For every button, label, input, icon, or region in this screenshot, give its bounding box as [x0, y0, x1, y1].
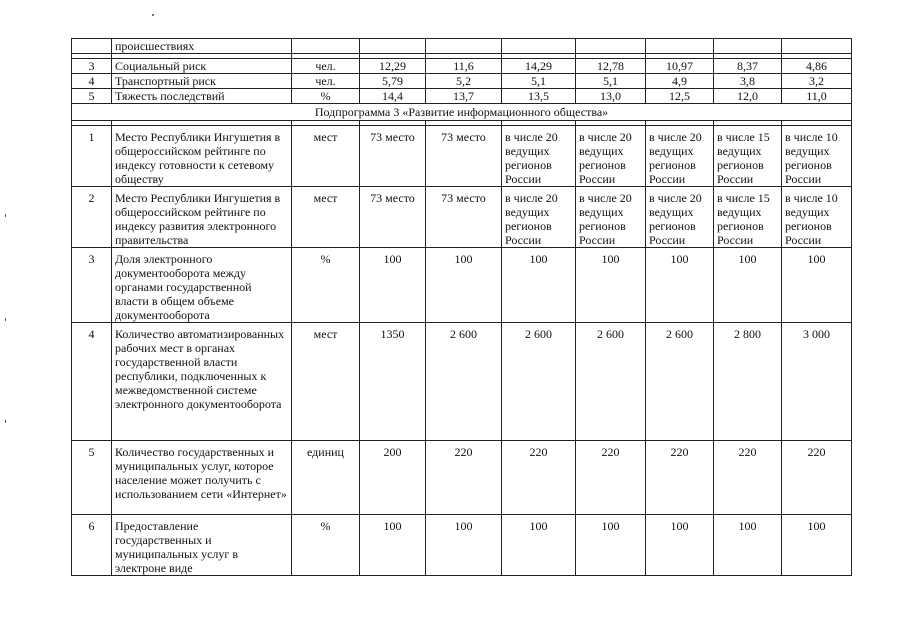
value-cell: 100: [646, 515, 714, 576]
table-row: [72, 187, 852, 248]
value-cell: 2 600: [502, 323, 576, 441]
indicator-name: Место Республики Ингушетия в общероссийском рейтинге по индексу готовности к сетевому обществу: [112, 126, 292, 187]
value-cell: [502, 39, 576, 54]
table-row: [72, 59, 852, 74]
value-cell: 100: [502, 248, 576, 323]
value-cell: [426, 39, 502, 54]
value-cell: 13,5: [502, 89, 576, 104]
unit-cell: чел.: [292, 59, 360, 74]
value-cell: 100: [714, 248, 782, 323]
value-cell: 13,7: [426, 89, 502, 104]
value-cell: 4,86: [782, 59, 852, 74]
value-cell: 12,78: [576, 59, 646, 74]
value-cell: 100: [426, 515, 502, 576]
value-cell: 2 600: [646, 323, 714, 441]
value-cell: 220: [576, 441, 646, 515]
unit-cell: чел.: [292, 74, 360, 89]
value-cell: в числе 10 ведущих регионов России: [782, 187, 852, 248]
value-cell: [782, 39, 852, 54]
value-cell: 3,8: [714, 74, 782, 89]
unit-cell: единиц: [292, 441, 360, 515]
unit-cell: %: [292, 89, 360, 104]
value-cell: 12,0: [714, 89, 782, 104]
row-number: 6: [72, 515, 112, 576]
value-cell: [576, 39, 646, 54]
row-number: 5: [72, 441, 112, 515]
scan-speck: [5, 318, 6, 321]
value-cell: 100: [782, 248, 852, 323]
unit-cell: %: [292, 515, 360, 576]
value-cell: 100: [714, 515, 782, 576]
indicator-name: Предоставление государственных и муниципальных услуг в электроне виде: [112, 515, 292, 576]
table-row: [72, 89, 852, 104]
value-cell: 8,37: [714, 59, 782, 74]
value-cell: 220: [502, 441, 576, 515]
row-number: 5: [72, 89, 112, 104]
table-row: [72, 74, 852, 89]
value-cell: 100: [646, 248, 714, 323]
value-cell: 11,6: [426, 59, 502, 74]
value-cell: 3,2: [782, 74, 852, 89]
value-cell: 5,2: [426, 74, 502, 89]
value-cell: в числе 20 ведущих регионов России: [646, 187, 714, 248]
value-cell: в числе 15 ведущих регионов России: [714, 126, 782, 187]
table-row: [72, 323, 852, 441]
row-number: 1: [72, 126, 112, 187]
value-cell: 5,79: [360, 74, 426, 89]
value-cell: 73 место: [426, 187, 502, 248]
value-cell: 73 место: [426, 126, 502, 187]
row-number: 4: [72, 323, 112, 441]
subprogram-heading: Подпрограмма 3 «Развитие информационного общества»: [72, 104, 852, 121]
value-cell: 100: [360, 515, 426, 576]
unit-cell: [292, 39, 360, 54]
value-cell: 1350: [360, 323, 426, 441]
value-cell: 200: [360, 441, 426, 515]
value-cell: 2 600: [576, 323, 646, 441]
table-row: [72, 248, 852, 323]
value-cell: 5,1: [502, 74, 576, 89]
value-cell: 220: [782, 441, 852, 515]
table-row: [72, 515, 852, 576]
value-cell: [714, 39, 782, 54]
value-cell: в числе 15 ведущих регионов России: [714, 187, 782, 248]
value-cell: 14,4: [360, 89, 426, 104]
value-cell: 220: [426, 441, 502, 515]
value-cell: 100: [502, 515, 576, 576]
value-cell: 73 место: [360, 187, 426, 248]
row-number: 3: [72, 59, 112, 74]
value-cell: [360, 39, 426, 54]
indicator-name: Социальный риск: [112, 59, 292, 74]
value-cell: 11,0: [782, 89, 852, 104]
scan-speck: [5, 214, 6, 217]
value-cell: в числе 20 ведущих регионов России: [576, 126, 646, 187]
value-cell: 2 600: [426, 323, 502, 441]
scan-speck: [152, 14, 154, 16]
indicator-name: Место Республики Ингушетия в общероссийском рейтинге по индексу развития электронного правительства: [112, 187, 292, 248]
unit-cell: мест: [292, 126, 360, 187]
indicator-name: Количество автоматизированных рабочих мест в органах государственной власти республики, подключенных к межведомственной системе электронного документооборота: [112, 323, 292, 441]
indicator-name: Доля электронного документооборота между органами государственной власти в общем объеме документооборота: [112, 248, 292, 323]
value-cell: 100: [576, 248, 646, 323]
value-cell: 3 000: [782, 323, 852, 441]
value-cell: 220: [646, 441, 714, 515]
indicator-name: Количество государственных и муниципальных услуг, которое население может получить с использованием сети «Интернет»: [112, 441, 292, 515]
indicators-table: [71, 38, 852, 576]
value-cell: 220: [714, 441, 782, 515]
value-cell: в числе 20 ведущих регионов России: [576, 187, 646, 248]
indicator-name: Тяжесть последствий: [112, 89, 292, 104]
value-cell: 13,0: [576, 89, 646, 104]
unit-cell: мест: [292, 187, 360, 248]
value-cell: 2 800: [714, 323, 782, 441]
value-cell: [646, 39, 714, 54]
indicator-name: Транспортный риск: [112, 74, 292, 89]
value-cell: 12,5: [646, 89, 714, 104]
value-cell: в числе 20 ведущих регионов России: [502, 187, 576, 248]
scan-speck: [5, 420, 6, 423]
value-cell: 14,29: [502, 59, 576, 74]
row-number: [72, 39, 112, 54]
value-cell: 100: [576, 515, 646, 576]
table-row: [72, 39, 852, 54]
value-cell: 12,29: [360, 59, 426, 74]
value-cell: 100: [426, 248, 502, 323]
value-cell: 100: [360, 248, 426, 323]
table-row: [72, 126, 852, 187]
row-number: 3: [72, 248, 112, 323]
value-cell: 73 место: [360, 126, 426, 187]
value-cell: 100: [782, 515, 852, 576]
table-row: [72, 104, 852, 121]
row-number: 2: [72, 187, 112, 248]
table-row: [72, 441, 852, 515]
value-cell: 5,1: [576, 74, 646, 89]
value-cell: в числе 20 ведущих регионов России: [646, 126, 714, 187]
row-number: 4: [72, 74, 112, 89]
value-cell: в числе 10 ведущих регионов России: [782, 126, 852, 187]
unit-cell: %: [292, 248, 360, 323]
indicator-name: происшествиях: [112, 39, 292, 54]
value-cell: в числе 20 ведущих регионов России: [502, 126, 576, 187]
unit-cell: мест: [292, 323, 360, 441]
value-cell: 4,9: [646, 74, 714, 89]
value-cell: 10,97: [646, 59, 714, 74]
